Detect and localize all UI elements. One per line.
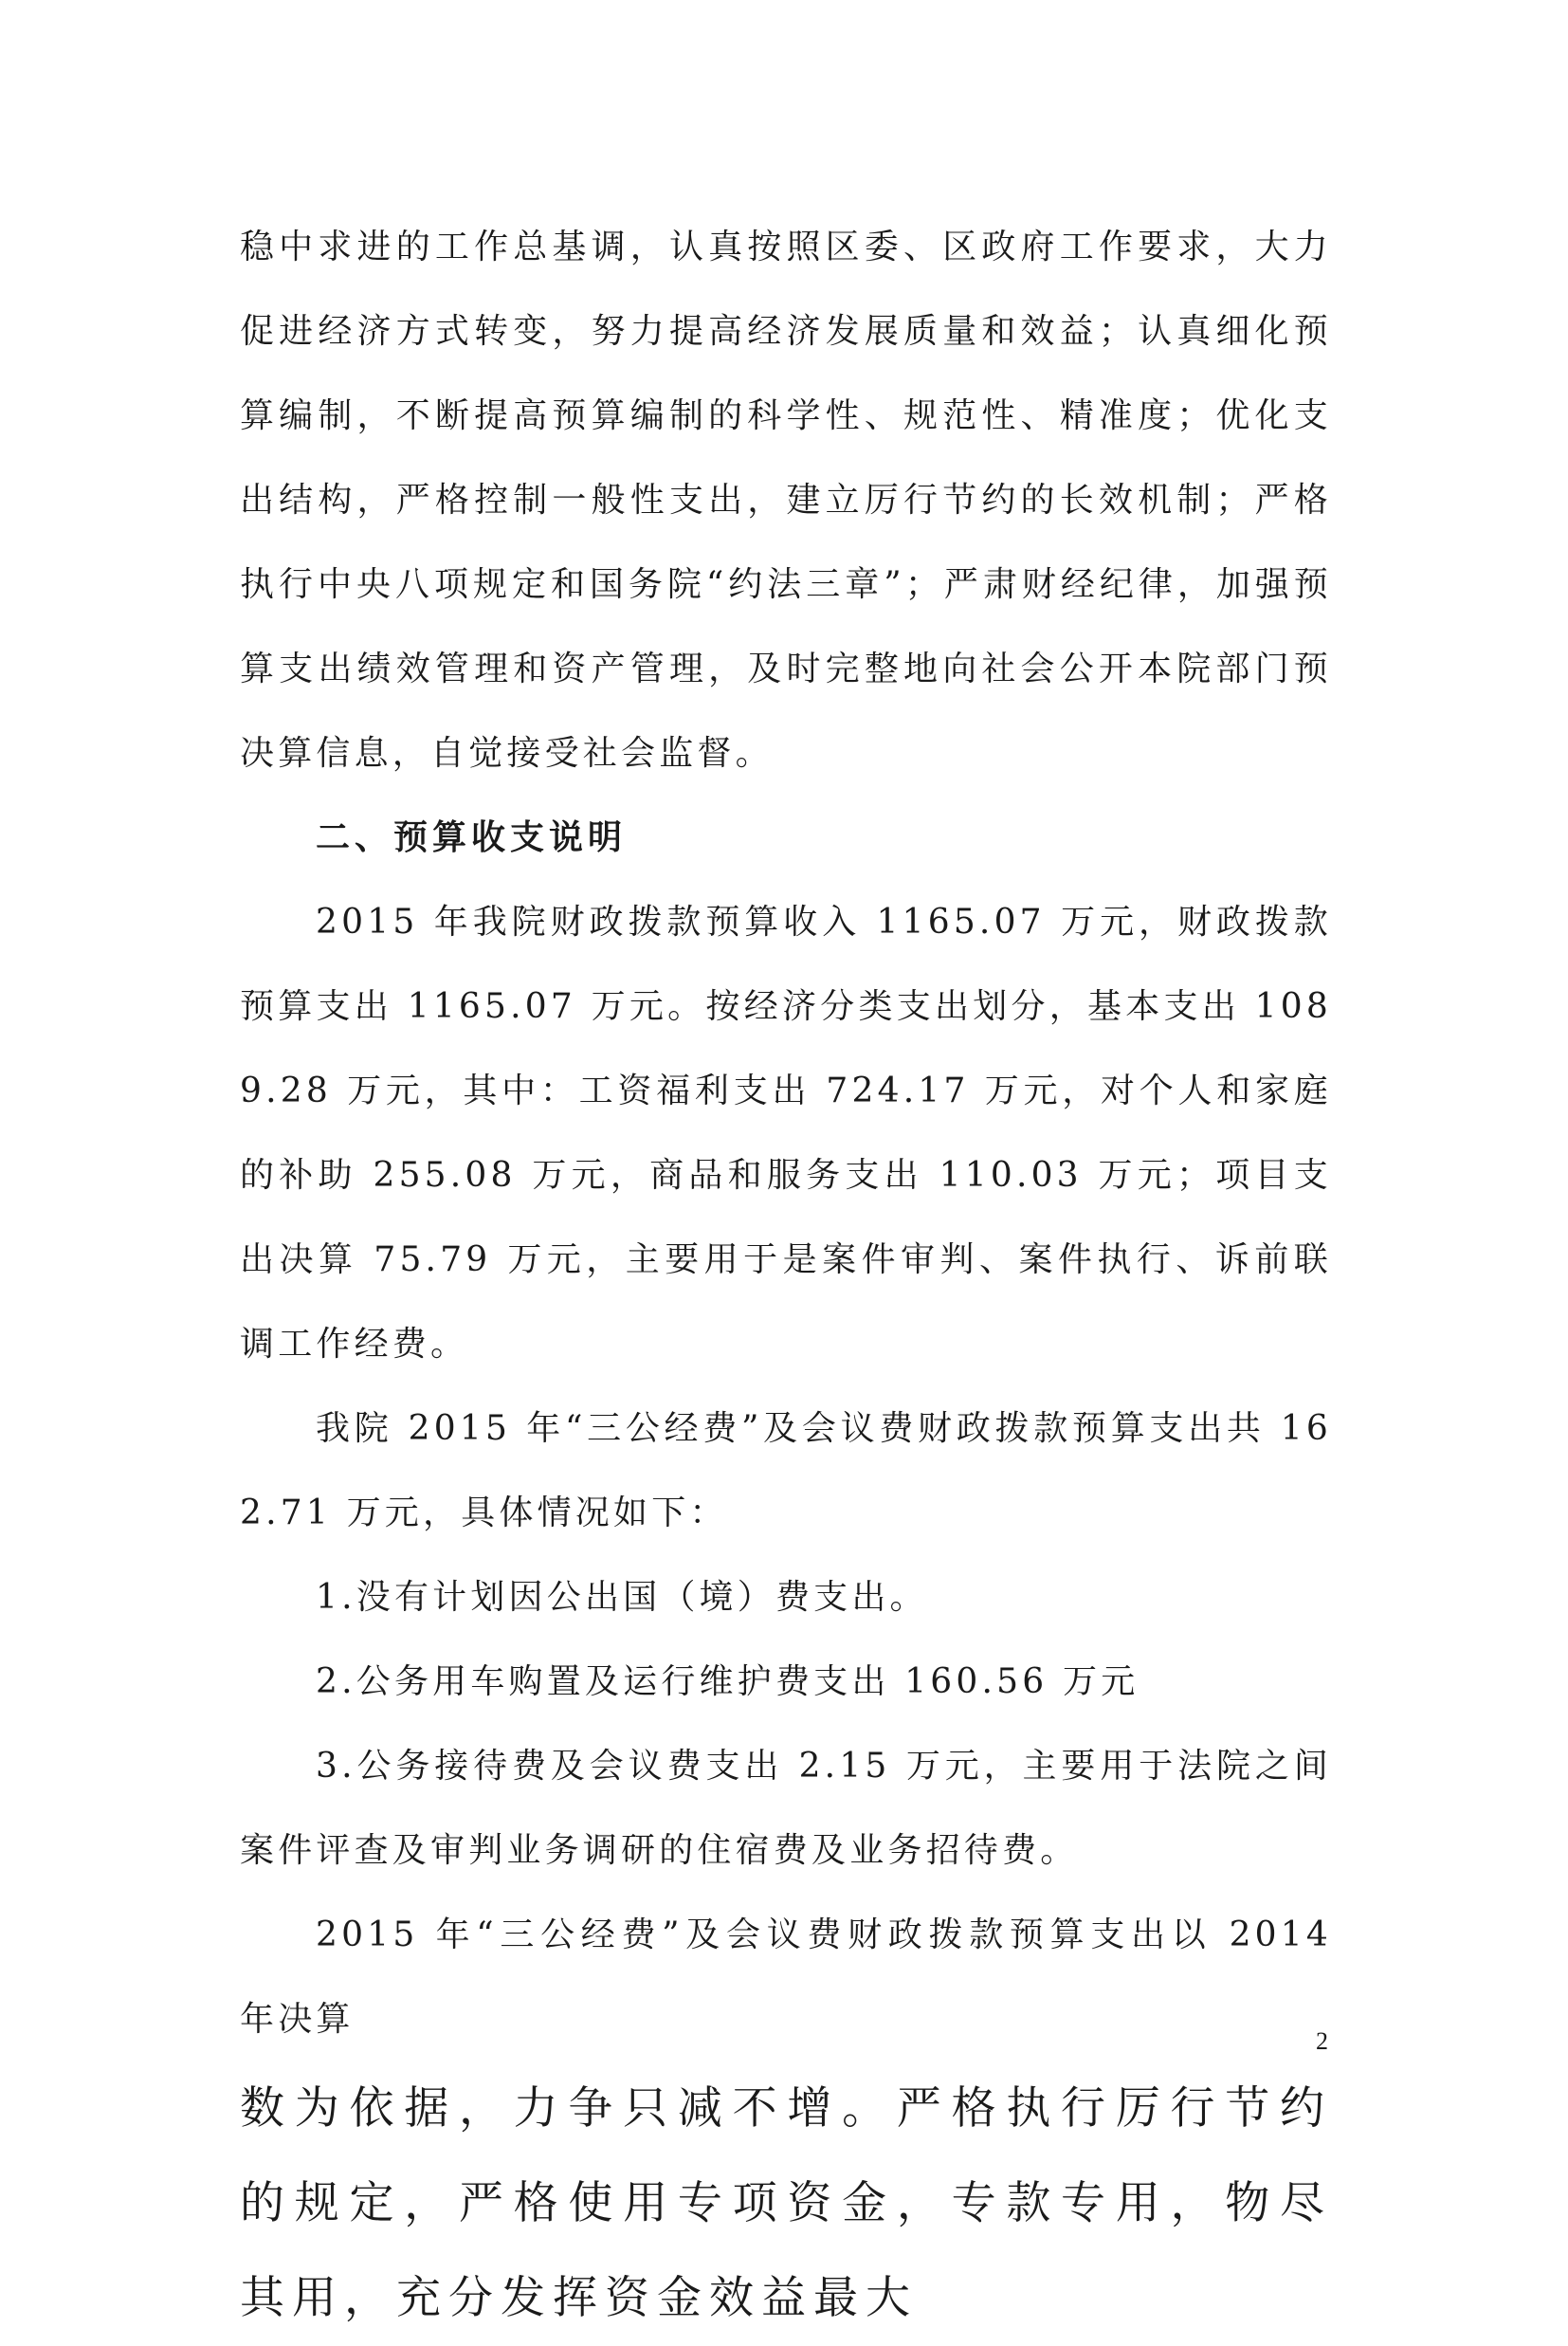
paragraph-basis-continued: 数为依据，力争只减不增。严格执行厉行节约的规定，严格使用专项资金，专款专用，物尽其用，充分发挥资金效益最大	[240, 2082, 1332, 2324]
list-item-1: 1.没有计划因公出国（境）费支出。	[316, 1578, 928, 1617]
body-text	[240, 205, 1332, 2346]
paragraph-budget-summary: 2015 年我院财政拨款预算收入 1165.07 万元，财政拨款预算支出 1165.07 万元。按经济分类支出划分，基本支出 1089.28 万元，其中：工资福利支出 724.17 万元，对个人和家庭的补助 255.08 万元，商品和服务支出 110.03 万元；项目支出决算 75.79 万元，主要用于是案件审判、案件执行、诉前联调工作经费。	[240, 903, 1332, 1364]
page-number: 2	[1316, 2027, 1328, 2055]
section-heading: 二、预算收支说明	[316, 818, 628, 857]
paragraph-basis: 2015 年“三公经费”及会议费财政拨款预算支出以 2014 年决算	[240, 1915, 1332, 2039]
list-item-2: 2.公务用车购置及运行维护费支出 160.56 万元	[316, 1662, 1140, 1701]
list-item-3: 3.公务接待费及会议费支出 2.15 万元，主要用于法院之间案件评查及审判业务调研的住宿费及业务招待费。	[240, 1747, 1332, 1870]
paragraph-continuation: 稳中求进的工作总基调，认真按照区委、区政府工作要求，大力促进经济方式转变，努力提高经济发展质量和效益；认真细化预算编制，不断提高预算编制的科学性、规范性、精准度；优化支出结构，严格控制一般性支出，建立厉行节约的长效机制；严格执行中央八项规定和国务院“约法三章”；严肃财经纪律，加强预算支出绩效管理和资产管理，及时完整地向社会公开本院部门预决算信息，自觉接受社会监督。	[240, 228, 1332, 773]
paragraph-three-public-expenses: 我院 2015 年“三公经费”及会议费财政拨款预算支出共 162.71 万元，具体情况如下：	[240, 1409, 1332, 1532]
